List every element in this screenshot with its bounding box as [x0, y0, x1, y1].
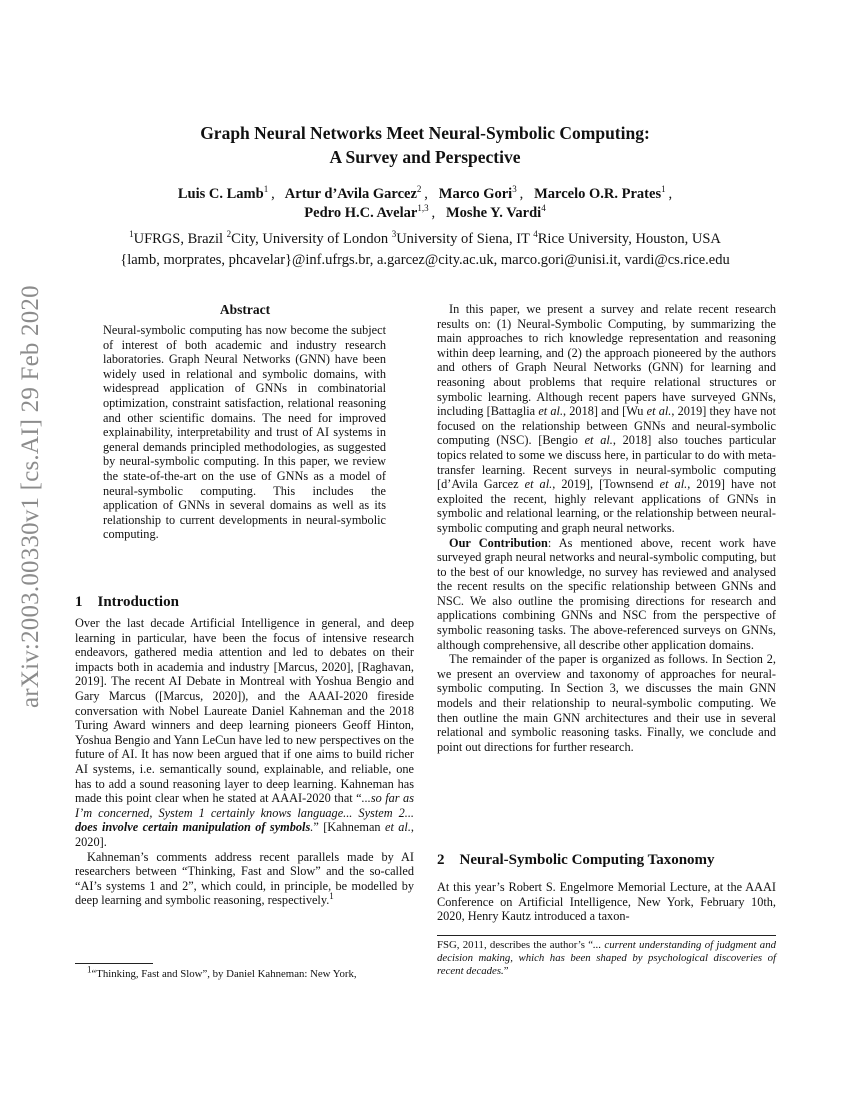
introduction-body: [75, 616, 414, 908]
footnote-text: “Thinking, Fast and Slow”, by Daniel Kahneman: New York,: [91, 968, 357, 980]
author-name: Marcelo O.R. Prates: [534, 186, 662, 202]
paragraph: [75, 850, 414, 908]
paragraph: [437, 302, 776, 536]
footnote-marker: 1: [87, 964, 92, 975]
affil-sup: 4: [533, 229, 538, 240]
abstract-heading: Abstract: [219, 302, 271, 317]
affiliation: UFRGS, Brazil: [133, 231, 227, 247]
paragraph: [437, 536, 776, 653]
abstract-body: [103, 323, 386, 542]
section-number: 2: [437, 852, 445, 868]
author-name: Moshe Y. Vardi: [445, 205, 542, 221]
section-title: Neural-Symbolic Computing Taxonomy: [459, 852, 715, 868]
section2-body: [437, 880, 776, 924]
footnote-right: [437, 939, 776, 978]
citation-etal: et al.: [524, 477, 553, 492]
affiliation: University of Siena, IT: [396, 231, 534, 247]
affil-sup: 2: [226, 229, 232, 240]
footnote-marker: 1: [329, 891, 334, 902]
affiliation: Rice University, Houston, USA: [537, 231, 721, 247]
paper-title-line2: A Survey and Perspective: [329, 147, 521, 167]
author-emails: {lamb, morprates, phcavelar}@inf.ufrgs.br, a.garcez@city.ac.uk, marco.gori@unisi.it, vardi@cs.rice.edu: [120, 252, 730, 268]
quote-end: .: [310, 820, 314, 835]
citation-etal: et al.: [646, 404, 672, 419]
paragraph: [437, 652, 776, 754]
paragraph-text: In this paper, we present a survey and relate recent research results on: (1) Neural-Symbolic Computing, by summarizing the main approaches to rich knowledge representation and reasoning within deep learning, and (2) the approach pioneered by the authors and others of Graph Neural Networks (GNN) for learning and reasoning about problems that require relational structures or symbolic learning. Although recent papers have surveyed GNNs, including [Battaglia: [437, 302, 776, 419]
author-name: Luis C. Lamb: [177, 186, 264, 202]
citation-text: ” [Kahneman: [313, 820, 385, 835]
citation-etal: et al.: [538, 404, 564, 419]
affiliation: City, University of London: [231, 231, 392, 247]
paper-title: [0, 121, 850, 169]
affiliations: [0, 230, 850, 249]
paragraph-text: , 2019] they have not focused on the relationship between GNNs and neural-symbolic computing (NSC). [Bengio: [437, 404, 776, 448]
author-affil-sup: 1: [661, 184, 666, 195]
affil-sup: 3: [391, 229, 397, 240]
footnote-left: [75, 964, 414, 981]
paragraph-text: , 2018] and [Wu: [563, 404, 647, 419]
author-name: Pedro H.C. Avelar: [304, 205, 418, 221]
paragraph-text: , 2019], [Townsend: [552, 477, 660, 492]
author-affil-sup: 3: [512, 184, 517, 195]
section-heading-taxonomy: [437, 852, 715, 869]
citation-etal: et al.: [659, 477, 688, 492]
paragraph-text: , 2018] also touches particular topics related to some we discuss here, in particular to do with meta-transfer learning. Recent surveys in neural-symbolic computing [d’Avila Garcez: [437, 433, 777, 492]
footnote-text: FSG, 2011, describes the author’s “: [437, 939, 594, 951]
author-name: Artur d’Avila Garcez: [284, 186, 417, 202]
arxiv-stamp: arXiv:2003.00330v1 [cs.AI] 29 Feb 2020: [17, 285, 44, 708]
paper-title-line1: Graph Neural Networks Meet Neural-Symbolic Computing:: [200, 123, 650, 143]
citation-etal: et al.: [584, 433, 613, 448]
section-number: 1: [75, 594, 83, 610]
right-column-body: [437, 302, 776, 754]
footnote-rule: [437, 935, 776, 936]
contribution-label: Our Contribution: [449, 535, 548, 550]
paragraph: [75, 616, 414, 850]
section-title: Introduction: [97, 594, 179, 610]
citation-etal: et al.: [384, 820, 411, 835]
footnote-text: ”: [503, 965, 509, 977]
paragraph-text: , 2019] have not exploited the recent, highly relevant applications of GNNs in symbolic and relational learning, or the relationship between neural-symbolic computing and graph neural networks.: [437, 477, 776, 535]
paragraph-text: : As mentioned above, recent work have surveyed graph neural networks and neural-symbolic computing, but to the best of our knowledge, no survey has reviewed and analysed the recent results on the specific relationship between GNNs and NSC. We also outline the promising directions for research and applications combining GNNs and NSC from the perspective of symbolic reasoning tasks. The above-referenced surveys on GNNs, although comprehensive, all describe other application domains.: [437, 535, 776, 652]
paragraph-text: The remainder of the paper is organized as follows. In Section 2, we present an overview and taxonomy of approaches for neural-symbolic computing. In Section 3, we discusses the main GNN models and their relationship to neural-symbolic computing. We then outline the main GNN architectures and their use in several relational and symbolic reasoning tasks. Finally, we conclude and point out directions for further research.: [437, 652, 776, 754]
quote-bold-text: does involve certain manipulation of symbols: [75, 820, 311, 835]
paragraph: At this year’s Robert S. Engelmore Memorial Lecture, at the AAAI Conference on Artificial Intelligence, New York, February 10th, 2020, Henry Kautz introduced a taxon-: [437, 880, 776, 924]
footnote-quote: ... current understanding of judgment and decision making, which has been shaped by psychological discoveries of recent decades.: [437, 939, 776, 977]
paragraph-text: Kahneman’s comments address recent parallels made by AI researchers between “Thinking, Fast and Slow” and the so-called “AI’s systems 1 and 2”, which could, in principle, be modelled by deep learning and symbolic reasoning, respectively.: [75, 849, 414, 908]
section-heading-introduction: [75, 594, 179, 611]
quote-text: ...so far as I’m concerned, System 1 certainly knows language... System 2...: [75, 791, 414, 820]
author-name: Marco Gori: [438, 186, 513, 202]
author-list: Luis C. Lamb$^1$ , Artur d’Avila Garcez$^2$ , Marco Gori$^3$ , Marcelo O.R. Prates$^1$ , Pedro H.C. Avelar$^{1,3}$ , Moshe Y. Vardi$^4$: [177, 184, 673, 221]
paragraph-text: Over the last decade Artificial Intelligence in general, and deep learning in particular, have been the focus of intensive research endeavors, gathered media attention and led to debates on their impacts both in academia and industry [Marcus, 2020], [Raghavan, 2019]. The recent AI Debate in Montreal with Yoshua Bengio and Gary Marcus ([Marcus, 2020]), and the AAAI-2020 fireside conversation with Nobel Laureate Daniel Kahneman and the 2018 Turing Award winners and deep learning pioneers Geoff Hinton, Yoshua Bengio and Yann LeCun have led to new perspectives on the future of AI. It has now been argued that if one aims to build richer AI systems, i.e. semantically sound, explainable, and reliable, one has to add a sound reasoning layer to deep learning. Kahneman has made this point clear when he stated at AAAI-2020 that “: [75, 616, 414, 806]
citation-text: , 2020].: [75, 820, 414, 849]
author-affil-sup: 4: [541, 203, 546, 214]
author-affil-sup: 1,3: [417, 203, 429, 214]
affil-sup: 1: [129, 229, 134, 240]
abstract-text: Neural-symbolic computing has now become the subject of interest of both academic and industry research laboratories. Graph Neural Networks (GNN) have been widely used in relational and symbolic domains, with widespread application of GNNs in combinatorial optimization, constraint satisfaction, relational reasoning and other scientific domains. The need for improved explainability, interpretability and trust of AI systems in general demands principled methodologies, as suggested by neural-symbolic computing. In this paper, we review the state-of-the-art on the use of GNNs as a model of neural-symbolic computing. This includes the application of GNNs in several domains as well as its relationship to current developments in neural-symbolic computing.: [103, 323, 386, 542]
author-affil-sup: 1: [263, 184, 269, 195]
author-affil-sup: 2: [416, 184, 422, 195]
